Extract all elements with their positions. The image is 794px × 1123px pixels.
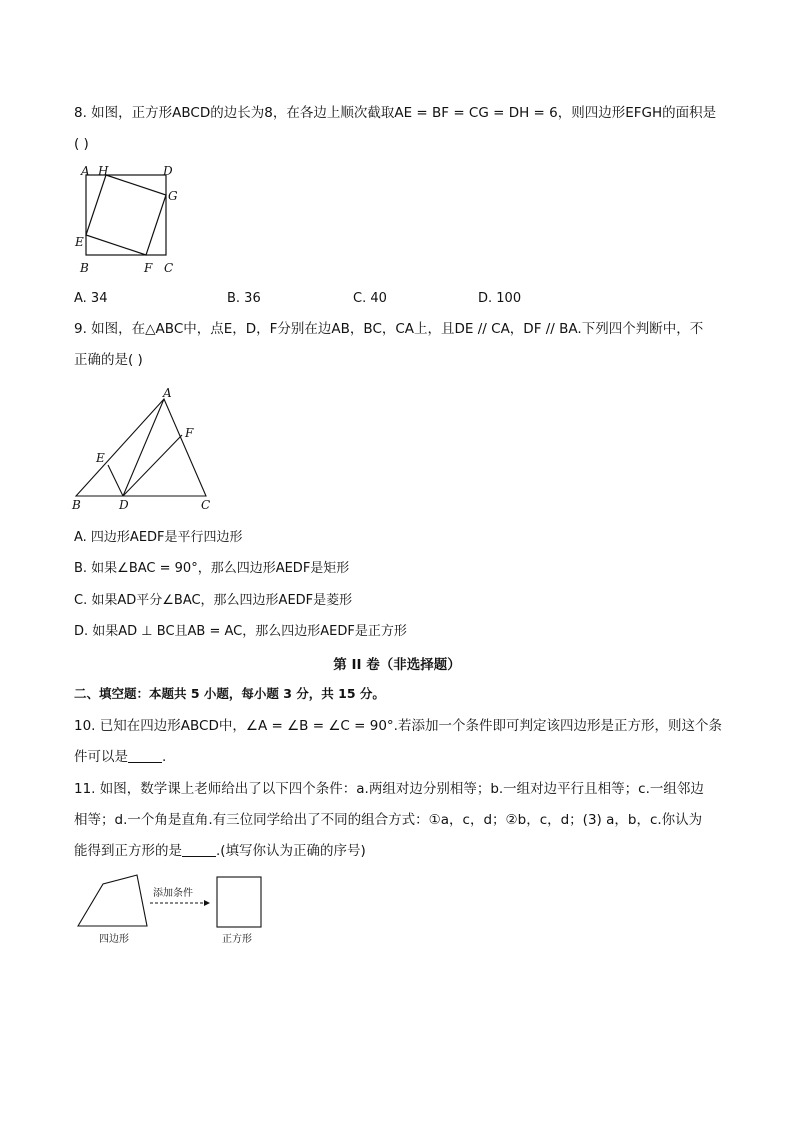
- q10-line2-suffix: .: [162, 749, 167, 765]
- label-A: A: [81, 164, 90, 178]
- label-E: E: [96, 451, 105, 465]
- label-C: C: [201, 498, 211, 512]
- label-D: D: [163, 164, 173, 178]
- square-abcd: [86, 175, 166, 255]
- q8-choice-a[interactable]: A. 34: [74, 291, 108, 306]
- segment-de: [108, 465, 123, 496]
- q9-choice-c[interactable]: C. 如果AD平分∠BAC，那么四边形AEDF是菱形: [74, 593, 353, 608]
- q10-line2-prefix: 件可以是: [74, 749, 128, 765]
- label-F: F: [144, 261, 153, 275]
- segment-ad: [123, 399, 164, 496]
- q10-text-line2: [74, 747, 166, 767]
- q8-text-line2: ( ): [74, 136, 89, 152]
- label-E: E: [75, 235, 84, 249]
- q10-answer-blank[interactable]: [128, 748, 162, 763]
- q11-text-line1: 11. 如图，数学课上老师给出了以下四个条件：a.两组对边分别相等；b.一组对边平行且相等；c.一组邻边: [74, 781, 704, 797]
- q9-choice-b[interactable]: B. 如果∠BAC = 90°，那么四边形AEDF是矩形: [74, 561, 350, 576]
- q8-figure: [72, 164, 192, 279]
- section-title: 第 II 卷（非选择题）: [333, 657, 461, 673]
- q9-text-line2: 正确的是( ): [74, 352, 143, 368]
- q9-choice-a[interactable]: A. 四边形AEDF是平行四边形: [74, 530, 243, 545]
- q9-figure: [68, 385, 218, 515]
- label-A: A: [163, 386, 172, 400]
- q9-choice-d[interactable]: D. 如果AD ⊥ BC且AB = AC，那么四边形AEDF是正方形: [74, 624, 407, 639]
- label-C: C: [164, 261, 174, 275]
- square-shape: [217, 877, 261, 927]
- q11-answer-blank[interactable]: [182, 842, 216, 857]
- triangle-abc: [76, 399, 206, 496]
- label-H: H: [98, 164, 109, 178]
- right-caption: 正方形: [222, 934, 252, 945]
- label-G: G: [168, 189, 178, 203]
- q11-line3-suffix: .(填写你认为正确的序号): [216, 843, 366, 859]
- q9-text-line1: 9. 如图，在△ABC中，点E，D，F分别在边AB，BC，CA上，且DE // CA，DF // BA.下列四个判断中，不: [74, 321, 704, 337]
- q8-choice-b[interactable]: B. 36: [227, 291, 261, 306]
- segment-df: [123, 435, 182, 496]
- quadrilateral-efgh: [86, 175, 166, 255]
- label-B: B: [80, 261, 89, 275]
- q11-text-line2: 相等；d.一个角是直角.有三位同学给出了不同的组合方式：①a，c，d；②b，c，d；(3) a，b，c.你认为: [74, 812, 703, 828]
- q8-text-line1: 8. 如图，正方形ABCD的边长为8，在各边上顺次截取AE = BF = CG = DH = 6，则四边形EFGH的面积是: [74, 105, 717, 121]
- q11-figure: [74, 872, 274, 947]
- label-B: B: [72, 498, 81, 512]
- q10-text-line1: 10. 已知在四边形ABCD中，∠A = ∠B = ∠C = 90°.若添加一个条件即可判定该四边形是正方形，则这个条: [74, 718, 722, 734]
- arrow-head: [204, 900, 210, 906]
- quadrilateral-shape: [78, 875, 147, 926]
- q8-choice-d[interactable]: D. 100: [478, 291, 522, 306]
- label-F: F: [185, 426, 194, 440]
- arrow-label: 添加条件: [153, 888, 193, 899]
- q11-text-line3: [74, 841, 366, 861]
- q11-line3-prefix: 能得到正方形的是: [74, 843, 182, 859]
- label-D: D: [119, 498, 129, 512]
- left-caption: 四边形: [99, 934, 129, 945]
- q8-choice-c[interactable]: C. 40: [353, 291, 387, 306]
- section-subtitle: 二、填空题：本题共 5 小题，每小题 3 分，共 15 分。: [74, 686, 385, 701]
